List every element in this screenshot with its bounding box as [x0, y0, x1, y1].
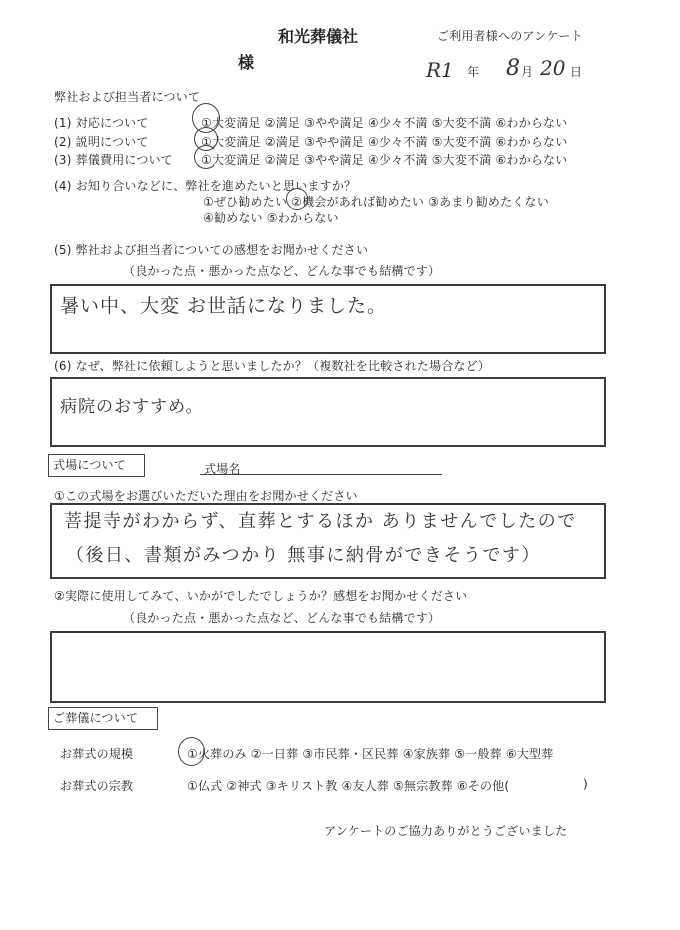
section2-heading: 式場について — [48, 454, 145, 477]
q4-options-line2: ④勧めない ⑤わからない — [203, 211, 339, 225]
q5-sub: （良かった点・悪かった点など、どんな事でも結構です） — [123, 264, 441, 278]
q5-answer-text: 暑い中、大変 お世話になりました。 — [60, 295, 388, 317]
q3-label: (3) 葬儀費用について — [54, 153, 173, 167]
q6-label: (6) なぜ、弊社に依頼しようと思いましたか？（複数社を比較された場合など） — [54, 359, 491, 373]
scale-options: ①火葬のみ ②一日葬 ③市民葬・区民葬 ④家族葬 ⑤一般葬 ⑥大型葬 — [187, 747, 554, 761]
date-day-label: 日 — [570, 65, 583, 79]
company-name: 和光葬儀社 — [278, 27, 359, 46]
q2-options: ①大変満足 ②満足 ③やや満足 ④少々不満 ⑤大変不満 ⑥わからない — [201, 135, 568, 149]
venue-q1-label: ①この式場をお選びいただいた理由をお聞かせください — [54, 489, 358, 503]
date-year-label: 年 — [467, 65, 480, 79]
section3-heading: ご葬儀について — [48, 707, 158, 730]
date-month: 8 — [506, 56, 520, 81]
q6-answer-text: 病院のおすすめ。 — [60, 397, 204, 417]
venue-name-underline[interactable] — [200, 474, 442, 475]
religion-close-paren: ) — [583, 777, 588, 791]
q6-answer-box[interactable] — [50, 377, 606, 447]
section1-heading: 弊社および担当者について — [54, 90, 201, 104]
q5-label: (5) 弊社および担当者についての感想をお聞かせください — [54, 243, 369, 257]
survey-title: ご利用者様へのアンケート — [437, 29, 583, 43]
venue-name-label: 式場名 — [204, 462, 241, 476]
venue-q2-answer-box[interactable] — [50, 631, 606, 703]
q4-selected-circle — [286, 188, 308, 210]
venue-q2-label: ②実際に使用してみて、いかがでしたでしょうか？感想をお聞かせください — [54, 589, 468, 603]
q4-label: (4) お知り合いなどに、弊社を進めたいと思いますか？ — [54, 179, 357, 193]
footer-thanks: アンケートのご協力ありがとうございました — [324, 824, 568, 838]
q1-options: ①大変満足 ②満足 ③やや満足 ④少々不満 ⑤大変不満 ⑥わからない — [201, 116, 568, 130]
scale-label: お葬式の規模 — [60, 747, 134, 761]
q1-label: (1) 対応について — [54, 116, 149, 130]
date-day: 20 — [540, 56, 566, 80]
q2-label: (2) 説明について — [54, 135, 149, 149]
q3-selected-circle — [194, 145, 218, 169]
venue-q1-answer-line1: 菩提寺がわからず、直葬とするほか ありませんでしたので — [64, 511, 577, 532]
q5-answer-box[interactable] — [50, 284, 606, 354]
religion-label: お葬式の宗教 — [60, 779, 134, 793]
venue-q1-answer-box[interactable] — [50, 503, 606, 579]
q3-options: ①大変満足 ②満足 ③やや満足 ④少々不満 ⑤大変不満 ⑥わからない — [201, 153, 568, 167]
venue-q2-sub: （良かった点・悪かった点など、どんな事でも結構です） — [123, 611, 441, 625]
sama-label: 様 — [238, 53, 255, 72]
date-era: R1 — [426, 58, 454, 82]
venue-q1-answer-line2: （後日、書類がみつかり 無事に納骨ができそうです） — [66, 545, 541, 566]
scale-selected-circle — [178, 737, 205, 766]
religion-options: ①仏式 ②神式 ③キリスト教 ④友人葬 ⑤無宗教葬 ⑥その他( — [187, 779, 510, 793]
q4-options-line1: ①ぜひ勧めたい ②機会があれば勧めたい ③あまり勧めたくない — [203, 195, 549, 209]
date-month-label: 月 — [521, 65, 534, 79]
